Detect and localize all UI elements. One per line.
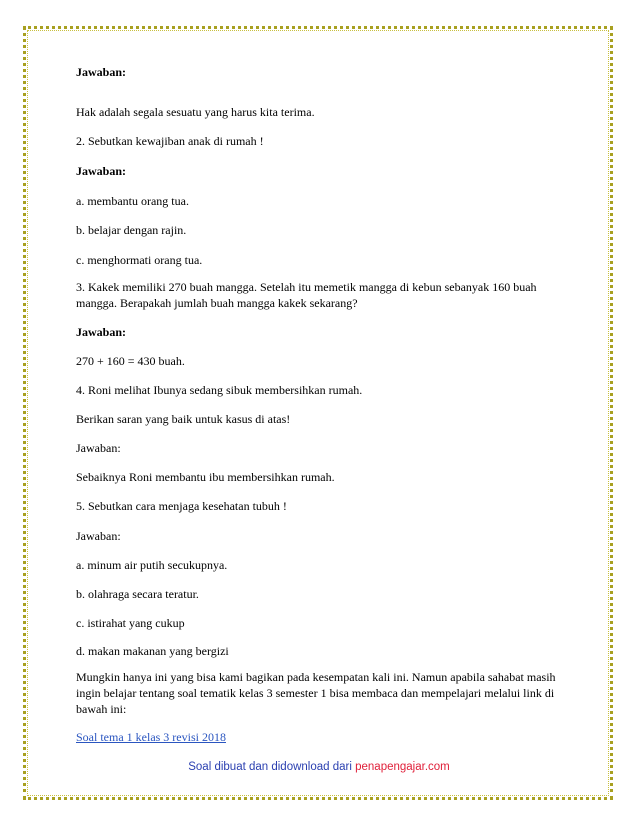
answer-item: b. olahraga secara teratur. bbox=[76, 587, 199, 601]
closing-line-3: bawah ini: bbox=[76, 702, 127, 716]
question-5: 5. Sebutkan cara menjaga kesehatan tubuh ! bbox=[76, 499, 287, 513]
question-4-prompt: Berikan saran yang baik untuk kasus di atas! bbox=[76, 412, 291, 426]
answer-item: a. minum air putih secukupnya. bbox=[76, 558, 228, 572]
footer-site-link[interactable]: penapengajar.com bbox=[355, 761, 450, 773]
answer-heading: Jawaban: bbox=[76, 65, 127, 79]
text-line: Hak adalah segala sesuatu yang harus kita terima. bbox=[76, 105, 315, 119]
answer-text: 270 + 160 = 430 buah. bbox=[76, 354, 185, 368]
question-3-line-1: 3. Kakek memiliki 270 buah mangga. Setelah itu memetik mangga di kebun sebanyak 160 buah bbox=[76, 280, 537, 294]
answer-item: c. istirahat yang cukup bbox=[76, 616, 185, 630]
footer bbox=[0, 761, 638, 773]
answer-heading: Jawaban: bbox=[76, 529, 121, 543]
answer-item: a. membantu orang tua. bbox=[76, 194, 189, 208]
answer-item: d. makan makanan yang bergizi bbox=[76, 644, 229, 658]
answer-item: c. menghormati orang tua. bbox=[76, 253, 203, 267]
footer-prefix: Soal dibuat dan didownload dari bbox=[188, 761, 352, 773]
closing-line-2: ingin belajar tentang soal tematik kelas 3 semester 1 bisa membaca dan mempelajari melalui link di bbox=[76, 686, 555, 700]
soal-tema-link[interactable]: Soal tema 1 kelas 3 revisi 2018 bbox=[76, 730, 226, 744]
question-2: 2. Sebutkan kewajiban anak di rumah ! bbox=[76, 134, 264, 148]
answer-item: b. belajar dengan rajin. bbox=[76, 223, 187, 237]
answer-text: Sebaiknya Roni membantu ibu membersihkan rumah. bbox=[76, 470, 335, 484]
answer-heading: Jawaban: bbox=[76, 441, 121, 455]
closing-line-1: Mungkin hanya ini yang bisa kami bagikan pada kesempatan kali ini. Namun apabila sahabat masih bbox=[76, 670, 556, 684]
question-3-line-2: mangga. Berapakah jumlah buah mangga kakek sekarang? bbox=[76, 296, 358, 310]
question-4: 4. Roni melihat Ibunya sedang sibuk membersihkan rumah. bbox=[76, 383, 363, 397]
answer-heading: Jawaban: bbox=[76, 164, 127, 178]
answer-heading: Jawaban: bbox=[76, 325, 127, 339]
